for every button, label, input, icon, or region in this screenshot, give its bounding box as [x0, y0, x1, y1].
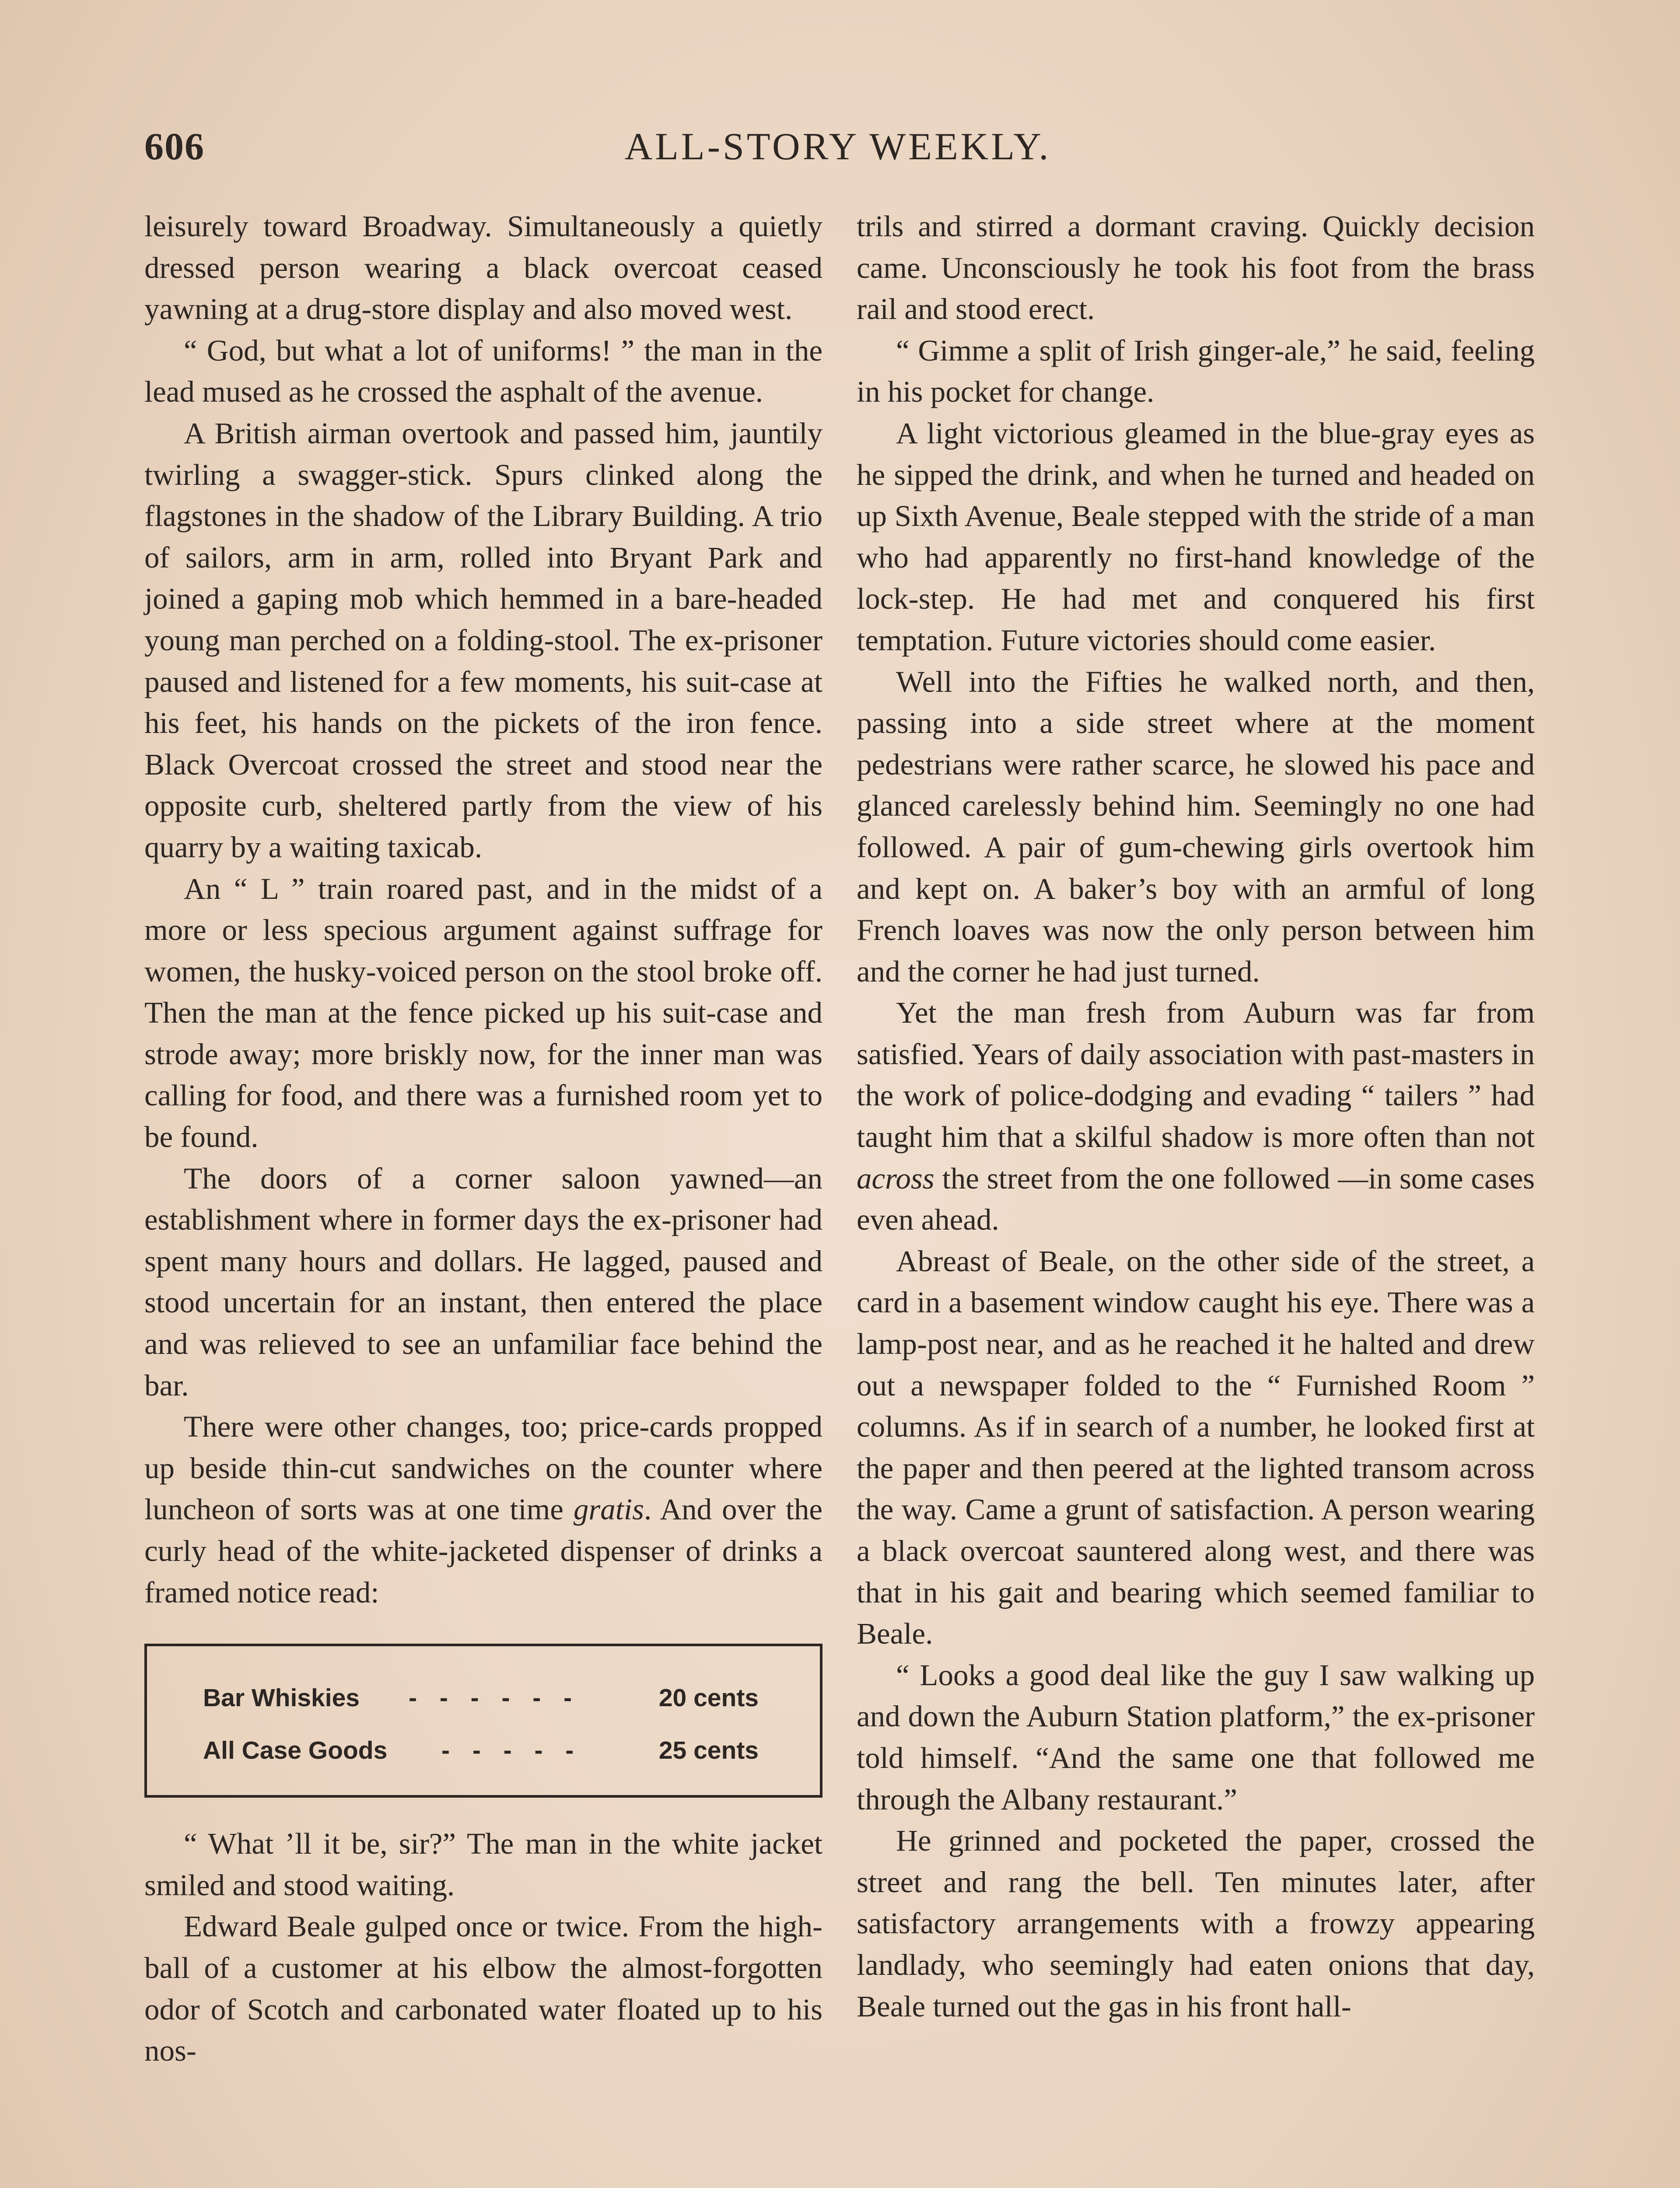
price-notice-box [144, 1644, 822, 1798]
paragraph: A light victorious gleamed in the blue-gray eyes as he sipped the drink, and when he turned and headed on up Sixth Avenue, Beale stepped with the stride of a man who had apparently no first-hand knowledge of the lock-step. He had met and conquered his first temptation. Future victories should come easier. [857, 416, 1535, 657]
paragraph: Edward Beale gulped once or twice. From the high-ball of a customer at his elbow the almost-forgotten odor of Scotch and carbonated water floated up to his nos- [144, 1910, 822, 2068]
paragraph: trils and stirred a dormant craving. Quickly decision came. Unconsciously he took his foot from the brass rail and stood erect. [857, 210, 1535, 326]
paragraph-text: Yet the man fresh from Auburn was far from satisfied. Years of daily association with past-masters in the work of police-dodging and evading “ tailers ” had taught him that a skilful shadow is more often than not [857, 996, 1535, 1154]
price-label: All Case Goods [203, 1736, 388, 1765]
paragraph: leisurely toward Broadway. Simultaneously a quietly dressed person wearing a black overcoat ceased yawning at a drug-store display and also moved west. [144, 210, 822, 326]
paragraph: “ What ’ll it be, sir?” The man in the white jacket smiled and stood waiting. [144, 1827, 822, 1902]
leader-dots: - - - - - [441, 1736, 582, 1765]
running-head: ALL-STORY WEEKLY. [624, 126, 1051, 168]
paragraph: The doors of a corner saloon yawned—an establishment where in former days the ex-prisoner had spent many hours and dollars. He lagged, paused and stood uncertain for an instant, then entered the place and was relieved to see an unfamiliar face behind the bar. [144, 1161, 822, 1402]
left-column [144, 206, 822, 2072]
paragraph-text: There were other changes, too; price-cards propped up beside thin-cut sandwiches on the counter where luncheon of sorts was at one time [144, 1410, 822, 1526]
paragraph [144, 1406, 822, 1613]
paragraph: “ Looks a good deal like the guy I saw walking up and down the Auburn Station platform,” the ex-prisoner told himself. “And the same one that followed me through the Albany restaurant.” [857, 1658, 1535, 1816]
paragraph: “ God, but what a lot of uniforms! ” the man in the lead mused as he crossed the asphalt of the avenue. [144, 333, 822, 409]
price-value: 25 cents [658, 1736, 759, 1765]
paragraph: Well into the Fifties he walked north, and then, passing into a side street where at the moment pedestrians were rather scarce, he slowed his pace and glanced carelessly behind him. Seemingly no one had followed. A pair of gum-chewing girls overtook him and kept on. A baker’s boy with an armful of long French loaves was now the only person between him and the corner he had just turned. [857, 665, 1535, 988]
page-number: 606 [144, 126, 205, 168]
page-header [144, 125, 1531, 182]
paragraph: An “ L ” train roared past, and in the midst of a more or less specious argument against suffrage for women, the husky-voiced person on the stool broke off. Then the man at the fence picked up his suit-case and strode away; more briskly now, for the inner man was calling for food, and there was a furnished room yet to be found. [144, 872, 822, 1154]
paragraph [857, 992, 1535, 1241]
italic-word: across [857, 1161, 934, 1195]
paragraph: He grinned and pocketed the paper, crossed the street and rang the bell. Ten minutes later, after satisfactory arrangements with a frowzy appearing landlady, who seemingly had eaten onions that day, Beale turned out the gas in his front hall- [857, 1824, 1535, 2023]
paragraph: A British airman overtook and passed him, jauntily twirling a swagger-stick. Spurs clinked along the flagstones in the shadow of the Library Building. A trio of sailors, arm in arm, rolled into Bryant Park and joined a gaping mob which hemmed in a bare-headed young man perched on a folding-stool. The ex-prisoner paused and listened for a few moments, his suit-case at his feet, his hands on the pickets of the iron fence. Black Overcoat crossed the street and stood near the opposite curb, sheltered partly from the view of his quarry by a waiting taxicab. [144, 416, 822, 864]
price-label: Bar Whiskies [203, 1684, 360, 1712]
paragraph: “ Gimme a split of Irish ginger-ale,” he said, feeling in his pocket for change. [857, 333, 1535, 409]
price-row [203, 1724, 759, 1777]
price-row [203, 1672, 759, 1724]
leader-dots: - - - - - - [409, 1684, 580, 1712]
price-value: 20 cents [658, 1684, 759, 1712]
right-column [857, 206, 1535, 2027]
italic-word: gratis [573, 1493, 644, 1526]
paragraph: Abreast of Beale, on the other side of the street, a card in a basement window caught his eye. There was a lamp-post near, and as he reached it he halted and drew out a newspaper folded to the “ Furnished Room ” columns. As if in search of a number, he looked first at the paper and then peered at the lighted transom across the way. Came a grunt of satisfaction. A person wearing a black overcoat sauntered along west, and there was that in his gait and bearing which seemed familiar to Beale. [857, 1244, 1535, 1651]
paragraph-text: the street from the one followed —in some cases even ahead. [857, 1161, 1535, 1237]
paragraph-text: . And over the curly head of the white-jacketed dispenser of drinks a framed notice read: [144, 1493, 823, 1609]
